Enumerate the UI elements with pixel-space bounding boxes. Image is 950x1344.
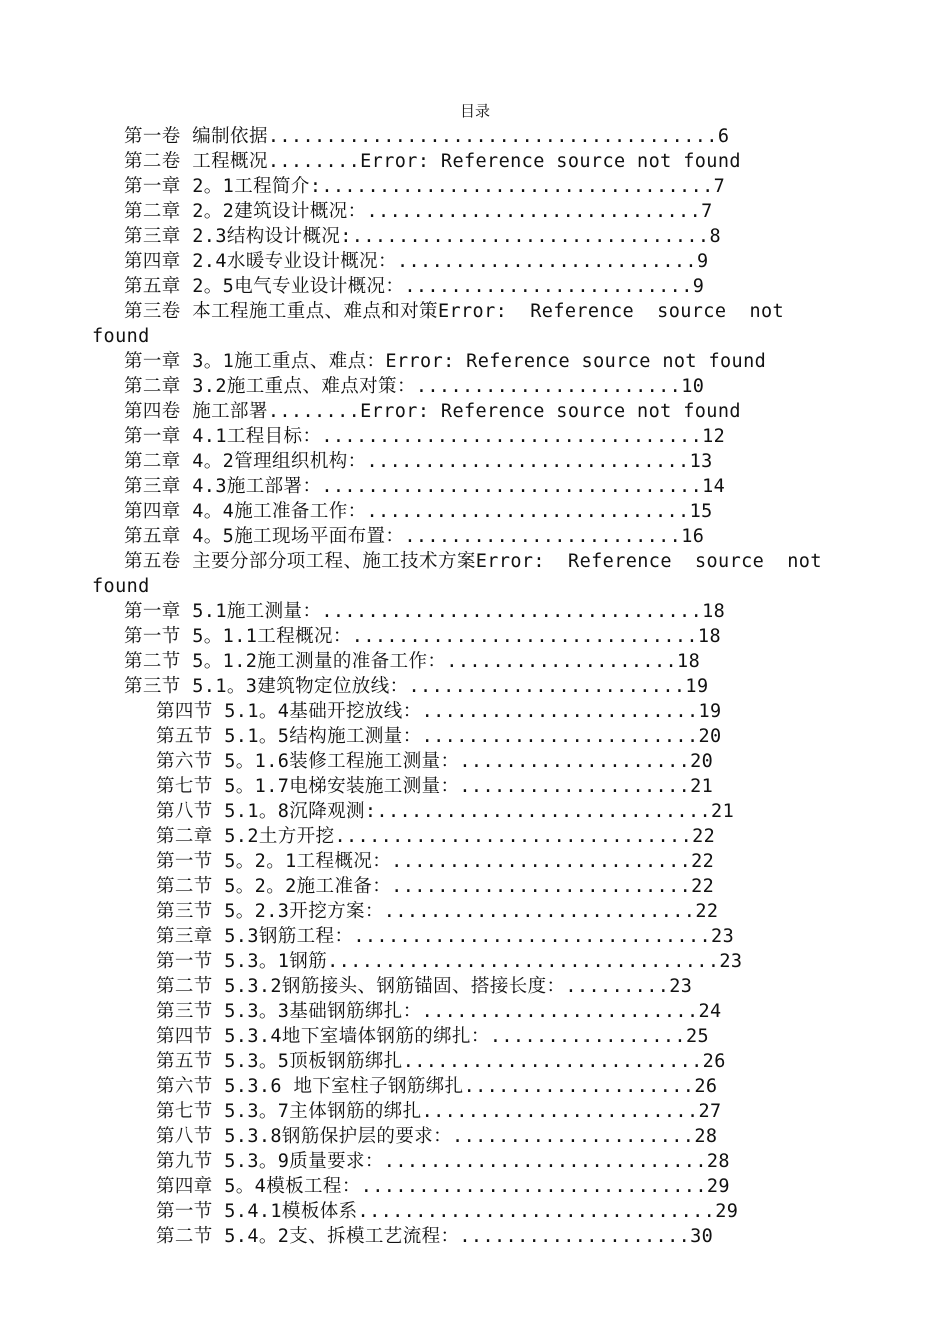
- toc-entry[interactable]: 第二节 5。1.2施工测量的准备工作：....................18: [124, 651, 701, 672]
- toc-entry[interactable]: 第一章 2。1工程简介:..................................7: [124, 176, 726, 197]
- toc-entry[interactable]: 第一节 5.4.1模板体系...............................29: [156, 1201, 739, 1222]
- toc-entry[interactable]: 第三节 5.3。3基础钢筋绑扎：........................24: [156, 1001, 722, 1022]
- toc-entry[interactable]: 第一章 3。1施工重点、难点：Error: Reference source not found: [124, 351, 767, 372]
- toc-entry[interactable]: 第三章 2.3结构设计概况:...............................8: [124, 226, 722, 247]
- toc-entry[interactable]: 第七节 5.3。7主体钢筋的绑扎........................27: [156, 1101, 722, 1122]
- toc-entry[interactable]: 第一章 5.1施工测量：.................................18: [124, 601, 726, 622]
- toc-entry[interactable]: 第一节 5.3。1钢筋..................................23: [156, 951, 743, 972]
- toc-entry[interactable]: 第四章 5。4模板工程：..............................29: [156, 1176, 730, 1197]
- toc-entry[interactable]: 第四节 5.1。4基础开挖放线：........................19: [156, 701, 722, 722]
- toc-entry[interactable]: 第三章 5.3钢筋工程：...............................23: [156, 926, 735, 947]
- toc-entry[interactable]: 第二节 5。2。2施工准备：..........................22: [156, 876, 715, 897]
- toc-entry[interactable]: 第四章 4。4施工准备工作：............................15: [124, 501, 713, 522]
- toc-entry[interactable]: 第八节 5.3.8钢筋保护层的要求：.....................28: [156, 1126, 718, 1147]
- toc-entry[interactable]: 第六节 5。1.6装修工程施工测量：....................20: [156, 751, 714, 772]
- toc-entry[interactable]: 第二章 3.2施工重点、难点对策：.......................10: [124, 376, 705, 397]
- toc-entry[interactable]: 第一节 5。1.1工程概况：..............................18: [124, 626, 722, 647]
- toc-entry[interactable]: 第一卷 编制依据.......................................6: [124, 126, 730, 147]
- toc-entry-continued[interactable]: found: [92, 326, 150, 347]
- toc-entry[interactable]: 第一章 4.1工程目标：.................................12: [124, 426, 726, 447]
- toc-entry[interactable]: 第五章 2。5电气专业设计概况：.........................9: [124, 276, 705, 297]
- toc-entry[interactable]: 第三章 4.3施工部署：.................................14: [124, 476, 726, 497]
- toc-entry[interactable]: 第五节 5.1。5结构施工测量：........................20: [156, 726, 722, 747]
- toc-entry[interactable]: 第四节 5.3.4地下室墙体钢筋的绑扎：.................25: [156, 1026, 710, 1047]
- toc-entry[interactable]: 第二章 5.2土方开挖...............................22: [156, 826, 716, 847]
- toc-entry[interactable]: 第一节 5。2。1工程概况：..........................22: [156, 851, 715, 872]
- toc-entry[interactable]: 第三节 5.1。3建筑物定位放线：........................19: [124, 676, 709, 697]
- toc-entry[interactable]: 第四章 2.4水暖专业设计概况：..........................9: [124, 251, 709, 272]
- toc-title: 目录: [459, 102, 490, 120]
- toc-entry[interactable]: 第二卷 工程概况........Error: Reference source not found: [124, 151, 741, 172]
- toc-entry[interactable]: 第六节 5.3.6 地下室柱子钢筋绑扎....................26: [156, 1076, 718, 1097]
- toc-entry[interactable]: 第八节 5.1。8沉降观测:.............................21: [156, 801, 735, 822]
- toc-entry-continued[interactable]: found: [92, 576, 150, 597]
- toc-entry[interactable]: 第二节 5.3.2钢筋接头、钢筋锚固、搭接长度：.........23: [156, 976, 693, 997]
- toc-entry[interactable]: 第五章 4。5施工现场平面布置：........................16: [124, 526, 705, 547]
- toc-entry[interactable]: 第二章 4。2管理组织机构：............................13: [124, 451, 713, 472]
- toc-entry[interactable]: 第二章 2。2建筑设计概况：.............................7: [124, 201, 713, 222]
- toc-entry[interactable]: 第五节 5.3。5顶板钢筋绑扎..........................26: [156, 1051, 726, 1072]
- toc-entry[interactable]: 第九节 5.3。9质量要求：............................28: [156, 1151, 730, 1172]
- toc-entry[interactable]: 第四卷 施工部署........Error: Reference source not found: [124, 401, 741, 422]
- toc-entry[interactable]: 第二节 5.4。2支、拆模工艺流程：....................30: [156, 1226, 714, 1247]
- toc-entry[interactable]: 第三节 5。2.3开挖方案：...........................22: [156, 901, 719, 922]
- toc-entry[interactable]: 第五卷 主要分部分项工程、施工技术方案Error: Reference source not: [124, 551, 822, 572]
- toc-entry[interactable]: 第三卷 本工程施工重点、难点和对策Error: Reference source not: [124, 301, 785, 322]
- toc-entry[interactable]: 第七节 5。1.7电梯安装施工测量：....................21: [156, 776, 714, 797]
